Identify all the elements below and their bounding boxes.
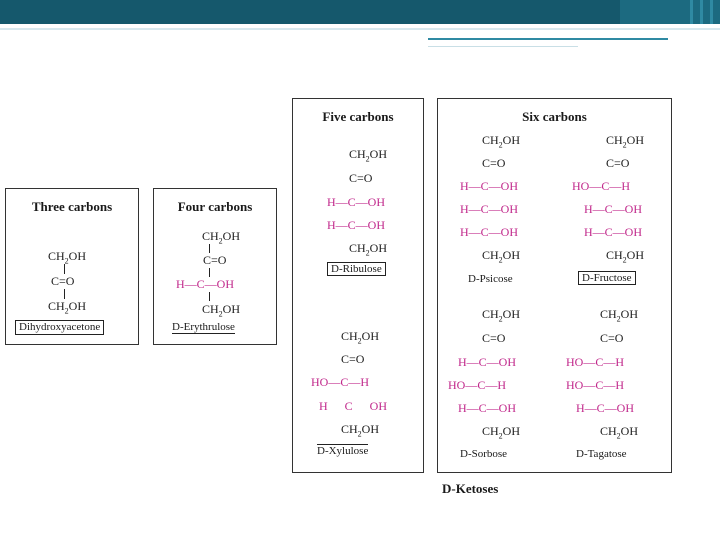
formula-row-chiral: H C OH	[319, 399, 388, 413]
formula-row-chiral: HO—C—H	[566, 378, 625, 392]
compound-name: D-Ribulose	[327, 262, 386, 276]
formula-row: $CH_2OH$	[606, 133, 645, 150]
header-stripe	[710, 0, 713, 24]
formula-row: $CH_2OH$	[482, 248, 521, 265]
formula-row-chiral: H—C—OH	[460, 202, 519, 216]
compound-name: D-Fructose	[578, 271, 636, 285]
header-accent-line	[428, 38, 668, 40]
formula-row: C=O	[341, 352, 365, 366]
formula-row: $CH_2OH$	[349, 147, 388, 164]
formula-row-chiral: H—C—OH	[460, 225, 519, 239]
formula-row: C=O	[600, 331, 624, 345]
formula-row-chiral: H—C—OH	[176, 277, 235, 291]
compound-name: D-Tagatose	[576, 448, 627, 460]
formula-row: $CH_2OH$	[341, 329, 380, 346]
formula-row-chiral: HO—C—H	[448, 378, 507, 392]
formula-row-chiral: H—C—OH	[460, 179, 519, 193]
formula-row-chiral: H—C—OH	[458, 401, 517, 415]
formula-row: $CH_2OH$	[202, 302, 241, 319]
formula-row: C=O	[482, 156, 506, 170]
panel-four-carbons	[153, 188, 277, 345]
formula-row: $CH_2OH$	[606, 248, 645, 265]
formula-row: C=O	[606, 156, 630, 170]
formula-row: C=O	[203, 253, 227, 267]
formula-row: C=O	[51, 274, 75, 288]
formula-row: $CH_2OH$	[341, 422, 380, 439]
formula-row: C=O	[482, 331, 506, 345]
header-underline	[0, 28, 720, 30]
compound-name: D-Xylulose	[317, 445, 369, 457]
formula-row-chiral: H—C—OH	[327, 195, 386, 209]
bond	[209, 292, 210, 301]
formula-row: $CH_2OH$	[600, 307, 639, 324]
panel-title: Five carbons	[322, 109, 394, 124]
formula-row: C=O	[349, 171, 373, 185]
bond	[64, 264, 65, 274]
formula-row-chiral: H—C—OH	[576, 401, 635, 415]
formula-row-chiral: H—C—OH	[584, 225, 643, 239]
panel-title: Four carbons	[177, 199, 253, 214]
compound-name: D-Sorbose	[460, 448, 508, 460]
compound-name: D-Psicose	[468, 273, 513, 285]
bond	[209, 244, 210, 253]
formula-row-chiral: HO—C—H	[566, 355, 625, 369]
compound-name: D-Erythrulose	[172, 321, 235, 333]
formula-row: $CH_2OH$	[349, 241, 388, 258]
formula-row: $CH_2OH$	[482, 424, 521, 441]
header-accent-line	[428, 46, 578, 47]
panel-title: Three carbons	[31, 199, 113, 214]
formula-row: $CH_2OH$	[48, 299, 87, 316]
slide-header-bar-dark	[0, 0, 620, 24]
formula-row-chiral: H—C—OH	[584, 202, 643, 216]
formula-row-chiral: H—C—OH	[327, 218, 386, 232]
figure-caption: D-Ketoses	[442, 481, 499, 496]
panel-title: Six carbons	[522, 109, 587, 124]
panel-six-carbons	[437, 98, 672, 473]
formula-row: $CH_2OH$	[48, 249, 87, 266]
formula-row: $CH_2OH$	[202, 229, 241, 246]
formula-row-chiral: HO—C—H	[311, 375, 370, 389]
formula-row-chiral: HO—C—H	[572, 179, 631, 193]
compound-name: Dihydroxyacetone	[15, 320, 104, 335]
panel-three-carbons	[5, 188, 139, 345]
formula-row-chiral: H—C—OH	[458, 355, 517, 369]
header-stripe	[690, 0, 693, 24]
formula-row: $CH_2OH$	[482, 133, 521, 150]
formula-row: $CH_2OH$	[600, 424, 639, 441]
formula-row: $CH_2OH$	[482, 307, 521, 324]
header-stripe	[700, 0, 703, 24]
bond	[209, 268, 210, 277]
panel-five-carbons	[292, 98, 424, 473]
bond	[64, 289, 65, 299]
